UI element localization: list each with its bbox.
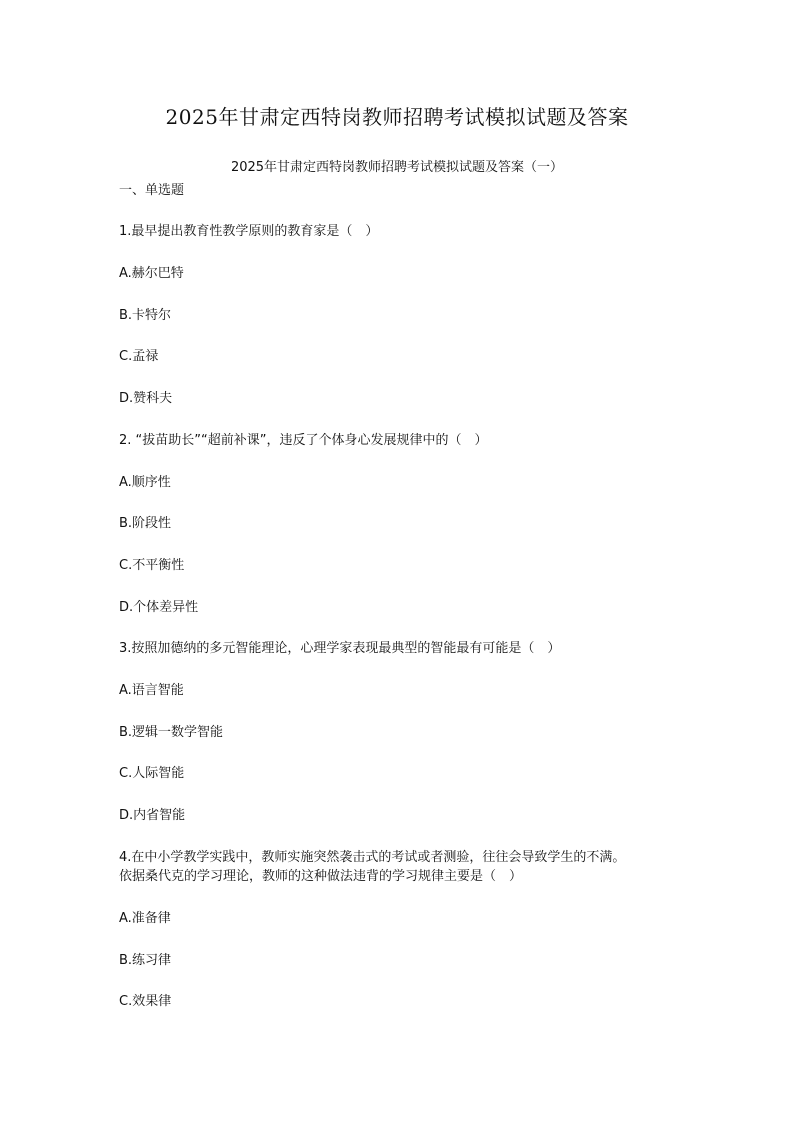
answer-option: B.阶段性 bbox=[119, 516, 172, 531]
section-heading: 一、单选题 bbox=[119, 183, 185, 198]
answer-option: A.赫尔巴特 bbox=[119, 266, 184, 281]
answer-option: A.准备律 bbox=[119, 911, 171, 926]
answer-option: B.练习律 bbox=[119, 953, 172, 968]
section-title: 2025年甘肃定西特岗教师招聘考试模拟试题及答案（一） bbox=[230, 160, 564, 175]
answer-option: C.不平衡性 bbox=[119, 558, 185, 573]
question-stem-line: 4.在中小学教学实践中，教师实施突然袭击式的考试或者测验，往往会导致学生的不满。 bbox=[119, 850, 626, 865]
question-stem: 2. “拔苗助长”“超前补课”，违反了个体身心发展规律中的（ ） bbox=[119, 433, 488, 448]
answer-option: B.逻辑一数学智能 bbox=[119, 725, 224, 740]
answer-option: C.效果律 bbox=[119, 994, 172, 1009]
answer-option: C.孟禄 bbox=[119, 349, 159, 364]
answer-option: D.个体差异性 bbox=[119, 600, 199, 615]
question-stem: 3.按照加德纳的多元智能理论，心理学家表现最典型的智能最有可能是（ ） bbox=[119, 641, 561, 656]
answer-option: D.内省智能 bbox=[119, 808, 186, 823]
answer-option: D.赞科夫 bbox=[119, 391, 173, 406]
answer-option: B.卡特尔 bbox=[119, 308, 172, 323]
question-stem-line: 依据桑代克的学习理论，教师的这种做法违背的学习规律主要是（ ） bbox=[119, 869, 523, 884]
question-stem: 1.最早提出教育性教学原则的教育家是（ ） bbox=[119, 224, 379, 239]
document-title: 2025年甘肃定西特岗教师招聘考试模拟试题及答案 bbox=[165, 105, 629, 129]
answer-option: A.语言智能 bbox=[119, 683, 184, 698]
answer-option: A.顺序性 bbox=[119, 475, 171, 490]
answer-option: C.人际智能 bbox=[119, 766, 185, 781]
